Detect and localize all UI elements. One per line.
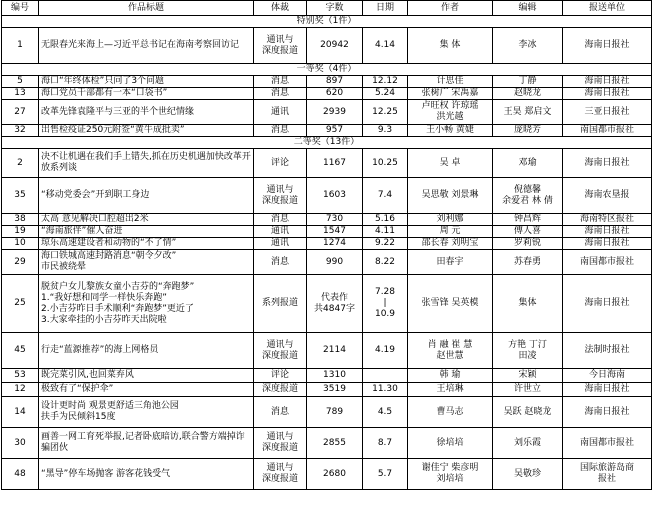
- table-row: [2, 275, 652, 333]
- table-row: [2, 149, 652, 178]
- cell-author: 计思佳: [408, 76, 493, 88]
- cell-words: 957: [307, 125, 363, 137]
- cell-title: 画善一网工育死举报,记者卧底暗访,联合警方端掉诈骗团伙: [39, 428, 254, 459]
- table-row: [2, 369, 652, 383]
- cell-no: 25: [2, 275, 39, 333]
- cell-date: 7.4: [363, 178, 408, 214]
- cell-unit: 海南日报社: [563, 275, 652, 333]
- cell-genre: 通讯: [254, 100, 307, 125]
- table-row: [2, 178, 652, 214]
- cell-title: 决不让机遇在我们手上错失,抓在历史机遇加快改革开放系列谈: [39, 149, 254, 178]
- cell-genre: 通讯与 深度报道: [254, 333, 307, 369]
- section-header-row: [2, 64, 652, 76]
- table-row: [2, 125, 652, 137]
- cell-editor: 王昊 郑启文: [493, 100, 563, 125]
- cell-author: 集 体: [408, 28, 493, 64]
- cell-genre: 通讯与 深度报道: [254, 28, 307, 64]
- header-title: 作品标题: [39, 1, 254, 16]
- cell-date: 12.12: [363, 76, 408, 88]
- table-row: [2, 76, 652, 88]
- cell-no: 30: [2, 428, 39, 459]
- cell-no: 14: [2, 397, 39, 428]
- header-editor: 编辑: [493, 1, 563, 16]
- cell-unit: 国际旅游岛商 报社: [563, 459, 652, 490]
- cell-unit: 海南日报社: [563, 88, 652, 100]
- cell-genre: 消息: [254, 76, 307, 88]
- cell-words: 730: [307, 214, 363, 226]
- table-row: [2, 428, 652, 459]
- cell-words: 1167: [307, 149, 363, 178]
- section-label: 特别奖（1件）: [2, 16, 652, 28]
- cell-editor: 丁静: [493, 76, 563, 88]
- cell-title: “移动党委会”开到职工身边: [39, 178, 254, 214]
- cell-words: 20942: [307, 28, 363, 64]
- table-row: [2, 459, 652, 490]
- cell-words: 1274: [307, 238, 363, 250]
- cell-author: 徐培培: [408, 428, 493, 459]
- table-body: [2, 16, 652, 490]
- cell-author: 周 元: [408, 226, 493, 238]
- cell-author: 张树广 宋禹嘉: [408, 88, 493, 100]
- cell-genre: 通讯与 深度报道: [254, 178, 307, 214]
- cell-date: 9.22: [363, 238, 408, 250]
- cell-author: 田春宇: [408, 250, 493, 275]
- cell-editor: 赵晓龙: [493, 88, 563, 100]
- cell-words: 990: [307, 250, 363, 275]
- table-row: [2, 333, 652, 369]
- cell-words: 2680: [307, 459, 363, 490]
- cell-editor: 倪德馨 余爱君 林 倩: [493, 178, 563, 214]
- table-row: [2, 397, 652, 428]
- cell-unit: 海南日报社: [563, 383, 652, 397]
- cell-words: 1547: [307, 226, 363, 238]
- cell-editor: 宋颖: [493, 369, 563, 383]
- cell-title: “海南旅伴”催人奋进: [39, 226, 254, 238]
- cell-title: 琼乐高速建设者和动物的“不了情”: [39, 238, 254, 250]
- cell-unit: 海南农垦报: [563, 178, 652, 214]
- cell-no: 38: [2, 214, 39, 226]
- section-label: 二等奖（13件）: [2, 137, 652, 149]
- cell-no: 2: [2, 149, 39, 178]
- cell-words: 代表作 共4847字: [307, 275, 363, 333]
- cell-no: 13: [2, 88, 39, 100]
- cell-title: 脱贫户女儿黎族女童小吉芬的“奔跑梦” 1.“我好想和同学一样快乐奔跑” 2.小吉芬昨日手术顺利“奔跑梦”更近了 3.大家牵挂的小吉芬昨天出院啦: [39, 275, 254, 333]
- cell-genre: 评论: [254, 369, 307, 383]
- cell-unit: 三亚日报社: [563, 100, 652, 125]
- cell-title: 设计更时尚 观景更舒适三角池公园 扶手为民倾斜15度: [39, 397, 254, 428]
- cell-author: 张雪锋 吴英模: [408, 275, 493, 333]
- table-row: [2, 250, 652, 275]
- cell-no: 35: [2, 178, 39, 214]
- header-row: [2, 1, 652, 16]
- cell-no: 45: [2, 333, 39, 369]
- cell-date: 8.22: [363, 250, 408, 275]
- cell-words: 1603: [307, 178, 363, 214]
- cell-words: 3519: [307, 383, 363, 397]
- cell-title: 无限春光来海上—习近平总书记在海南考察回访记: [39, 28, 254, 64]
- cell-words: 2939: [307, 100, 363, 125]
- cell-author: 肖 融 崔 慧 赵世慧: [408, 333, 493, 369]
- cell-unit: 海南日报社: [563, 226, 652, 238]
- cell-title: 极致有了“保护伞”: [39, 383, 254, 397]
- cell-author: 卢旺权 许琼瑶 洪光越: [408, 100, 493, 125]
- table-row: [2, 383, 652, 397]
- section-header-row: [2, 16, 652, 28]
- cell-genre: 系列报道: [254, 275, 307, 333]
- cell-genre: 通讯: [254, 226, 307, 238]
- cell-date: 5.16: [363, 214, 408, 226]
- cell-editor: 吴敬珍: [493, 459, 563, 490]
- cell-no: 19: [2, 226, 39, 238]
- cell-unit: 海南日报社: [563, 238, 652, 250]
- cell-date: 7.28 | 10.9: [363, 275, 408, 333]
- cell-unit: 南国都市报社: [563, 250, 652, 275]
- cell-no: 12: [2, 383, 39, 397]
- cell-words: 1310: [307, 369, 363, 383]
- cell-editor: 钟昌辉: [493, 214, 563, 226]
- section-label: 一等奖（4件）: [2, 64, 652, 76]
- cell-genre: 深度报道: [254, 383, 307, 397]
- cell-genre: 消息: [254, 125, 307, 137]
- header-genre: 体裁: [254, 1, 307, 16]
- header-words: 字数: [307, 1, 363, 16]
- cell-editor: 庞晓芳: [493, 125, 563, 137]
- cell-genre: 消息: [254, 88, 307, 100]
- cell-unit: 海南日报社: [563, 397, 652, 428]
- cell-words: 2114: [307, 333, 363, 369]
- cell-author: 曹马志: [408, 397, 493, 428]
- cell-editor: 集体: [493, 275, 563, 333]
- cell-author: 王培琳: [408, 383, 493, 397]
- cell-unit: 海南日报社: [563, 76, 652, 88]
- cell-date: 8.7: [363, 428, 408, 459]
- cell-words: 897: [307, 76, 363, 88]
- table-row: [2, 28, 652, 64]
- cell-editor: 李冰: [493, 28, 563, 64]
- cell-unit: 南国都市报社: [563, 428, 652, 459]
- cell-no: 32: [2, 125, 39, 137]
- cell-no: 27: [2, 100, 39, 125]
- cell-date: 9.3: [363, 125, 408, 137]
- table-row: [2, 238, 652, 250]
- cell-author: 吴思敬 刘景琳: [408, 178, 493, 214]
- cell-author: 王小畅 黄婕: [408, 125, 493, 137]
- table-row: [2, 88, 652, 100]
- cell-editor: 苏春勇: [493, 250, 563, 275]
- cell-unit: 法制时报社: [563, 333, 652, 369]
- cell-no: 10: [2, 238, 39, 250]
- cell-editor: 许世立: [493, 383, 563, 397]
- cell-genre: 通讯与 深度报道: [254, 459, 307, 490]
- cell-date: [363, 369, 408, 383]
- cell-genre: 消息: [254, 397, 307, 428]
- cell-editor: 吴跃 赵晓龙: [493, 397, 563, 428]
- cell-title: 海口“年终体检”只问了3个问题: [39, 76, 254, 88]
- cell-editor: 傅人喜: [493, 226, 563, 238]
- cell-title: 改革先锋袁隆平与三亚的半个世纪情缘: [39, 100, 254, 125]
- cell-words: 2855: [307, 428, 363, 459]
- cell-no: 1: [2, 28, 39, 64]
- table-row: [2, 226, 652, 238]
- cell-date: 4.11: [363, 226, 408, 238]
- cell-date: 5.24: [363, 88, 408, 100]
- cell-date: 4.14: [363, 28, 408, 64]
- cell-no: 48: [2, 459, 39, 490]
- cell-date: 11.30: [363, 383, 408, 397]
- cell-author: 韩 瑜: [408, 369, 493, 383]
- cell-date: 4.5: [363, 397, 408, 428]
- cell-title: 既完菜引风,也回菜弃风: [39, 369, 254, 383]
- section-header-row: [2, 137, 652, 149]
- cell-title: 出售检疫证250元附签“黄牛成批卖”: [39, 125, 254, 137]
- cell-genre: 评论: [254, 149, 307, 178]
- cell-unit: 海南特区报社: [563, 214, 652, 226]
- table-row: [2, 100, 652, 125]
- cell-author: 谢佳宁 柴彦明 刘培培: [408, 459, 493, 490]
- cell-unit: 今日海南: [563, 369, 652, 383]
- cell-date: 5.7: [363, 459, 408, 490]
- header-author: 作者: [408, 1, 493, 16]
- cell-author: 刘利娜: [408, 214, 493, 226]
- cell-editor: 刘乐霞: [493, 428, 563, 459]
- cell-date: 12.25: [363, 100, 408, 125]
- cell-unit: 海南日报社: [563, 149, 652, 178]
- cell-no: 5: [2, 76, 39, 88]
- cell-editor: 方艳 丁汀 田凌: [493, 333, 563, 369]
- cell-author: 邵长春 刘明宝: [408, 238, 493, 250]
- cell-title: 海口铁城高速封路消息“朝令夕改” 市民被绕晕: [39, 250, 254, 275]
- header-no: 编号: [2, 1, 39, 16]
- cell-date: 4.19: [363, 333, 408, 369]
- cell-title: 行走“蓝源推荐”的海上网格员: [39, 333, 254, 369]
- cell-author: 吴 卓: [408, 149, 493, 178]
- cell-words: 789: [307, 397, 363, 428]
- cell-date: 10.25: [363, 149, 408, 178]
- header-date: 日期: [363, 1, 408, 16]
- cell-genre: 消息: [254, 214, 307, 226]
- cell-title: “黑导”停车场抛客 游客花钱受气: [39, 459, 254, 490]
- table-row: [2, 214, 652, 226]
- cell-words: 620: [307, 88, 363, 100]
- cell-unit: 南国都市报社: [563, 125, 652, 137]
- cell-editor: 罗莉锐: [493, 238, 563, 250]
- cell-genre: 通讯与 深度报道: [254, 428, 307, 459]
- awards-table: [1, 0, 652, 490]
- cell-no: 53: [2, 369, 39, 383]
- cell-title: 太高 意见解决口腔超出2米: [39, 214, 254, 226]
- cell-genre: 通讯: [254, 238, 307, 250]
- cell-no: 29: [2, 250, 39, 275]
- header-unit: 报送单位: [563, 1, 652, 16]
- cell-unit: 海南日报社: [563, 28, 652, 64]
- cell-genre: 消息: [254, 250, 307, 275]
- cell-title: 海口党员干部都有一本“口袋书”: [39, 88, 254, 100]
- cell-editor: 邓瑜: [493, 149, 563, 178]
